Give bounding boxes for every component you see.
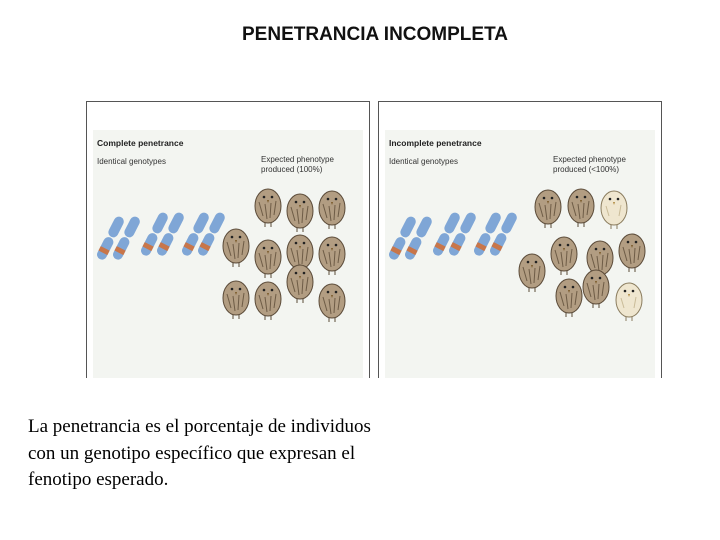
bird-group: [223, 189, 345, 322]
bird-icon-pale: [616, 283, 642, 321]
bird-icon: [255, 189, 281, 227]
bird-icon: [535, 190, 561, 228]
phenotype-label-line1: Expected phenotype: [261, 155, 334, 164]
bird-icon: [519, 254, 545, 292]
bird-group: [519, 189, 645, 321]
caption-text: La penetrancia es el porcentaje de individuos con un genotipo específico que expresan el fenotipo esperado.: [28, 416, 371, 490]
slide-title: PENETRANCIA INCOMPLETA: [242, 24, 508, 45]
bird-icon: [619, 234, 645, 272]
bird-icon: [223, 229, 249, 267]
bird-icon: [556, 279, 582, 317]
panel-heading: Incomplete penetrance: [389, 138, 482, 148]
incomplete-penetrance-illustration: [379, 102, 661, 378]
genotype-label: Identical genotypes: [97, 157, 166, 166]
phenotype-label-line2: produced (<100%): [553, 165, 620, 174]
bird-icon: [551, 237, 577, 275]
panel-heading: Complete penetrance: [97, 138, 184, 148]
complete-penetrance-illustration: [87, 102, 369, 378]
bird-icon: [255, 282, 281, 320]
chromosome-group: [95, 211, 226, 261]
genotype-label: Identical genotypes: [389, 157, 458, 166]
bird-icon: [319, 284, 345, 322]
phenotype-label-line1: Expected phenotype: [553, 155, 626, 164]
phenotype-label-line2: produced (100%): [261, 165, 323, 174]
bird-icon: [287, 194, 313, 232]
bird-icon: [568, 189, 594, 227]
chromosome-group: [387, 211, 518, 261]
incomplete-penetrance-panel: [378, 101, 662, 378]
complete-penetrance-panel: [86, 101, 370, 378]
bird-icon: [223, 281, 249, 319]
bird-icon: [319, 237, 345, 275]
bird-icon: [255, 240, 281, 278]
bird-icon: [583, 270, 609, 308]
bird-icon: [287, 265, 313, 303]
bird-icon: [319, 191, 345, 229]
bird-icon-pale: [601, 191, 627, 229]
